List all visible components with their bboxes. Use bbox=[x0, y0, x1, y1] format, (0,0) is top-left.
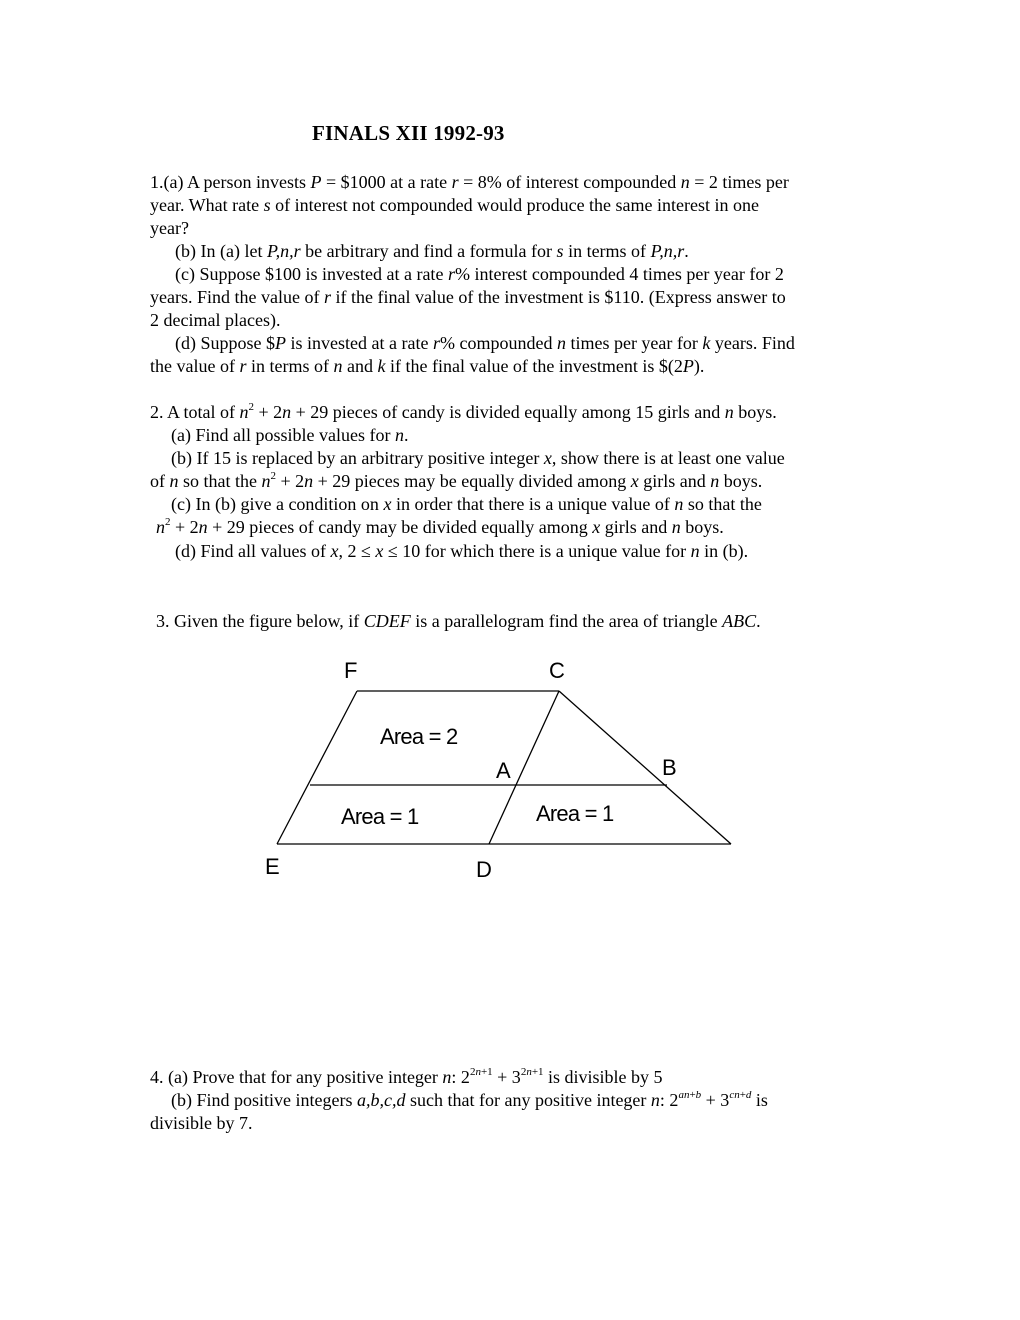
problem-1-line-3: year? bbox=[150, 218, 189, 238]
problem-1-line-1: 1.(a) A person invests P = $1000 at a rate r = 8% of interest compounded n = 2 times per bbox=[150, 172, 789, 192]
point-label-c: C bbox=[549, 658, 565, 683]
problem-1-part-d: (d) Suppose $P is invested at a rate r% compounded n times per year for k years. Find bbox=[175, 333, 795, 353]
problem-1-line-7: 2 decimal places). bbox=[150, 310, 281, 330]
problem-2-line-6: $n^2 + 2n + 29$ pieces of candy may be divided equally among x girls and n boys. bbox=[156, 516, 724, 537]
point-label-a: A bbox=[496, 758, 511, 783]
problem-4-part-a: 4. (a) Prove that for any positive integer n: $2^{2n+1} + 3^{2n+1}$ is divisible by 5 bbox=[150, 1066, 663, 1087]
problem-1-line-2: year. What rate s of interest not compounded would produce the same interest in one bbox=[150, 195, 759, 215]
problem-3-line-1: 3. Given the figure below, if CDEF is a parallelogram find the area of triangle ABC. bbox=[156, 611, 761, 631]
problem-4-line-3: divisible by 7. bbox=[150, 1113, 253, 1133]
point-label-b: B bbox=[662, 755, 677, 780]
problem-2-part-d: (d) Find all values of x, 2 ≤ x ≤ 10 for which there is a unique value for n in (b). bbox=[175, 541, 749, 561]
problem-1-line-6: years. Find the value of r if the final value of the investment is $110. (Express answer to bbox=[150, 287, 786, 307]
point-label-d: D bbox=[476, 857, 492, 882]
problem-2-part-c: (c) In (b) give a condition on x in order that there is a unique value of n so that the bbox=[171, 494, 762, 514]
area-label-top: Area = 2 bbox=[380, 724, 458, 749]
point-label-e: E bbox=[265, 854, 280, 879]
problem-4-part-b: (b) Find positive integers a,b,c,d such that for any positive integer n: $2^{an+b} + 3^{cn+d}$ is bbox=[171, 1089, 768, 1110]
problem-1-line-9: the value of r in terms of n and k if the final value of the investment is $(2P). bbox=[150, 356, 705, 376]
area-label-bottom-right: Area = 1 bbox=[536, 801, 614, 826]
problem-1-part-c: (c) Suppose $100 is invested at a rate r% interest compounded 4 times per year for 2 bbox=[175, 264, 784, 284]
problem-2-line-4: of n so that the $n^2 + 2n + 29$ pieces may be equally divided among x girls and n boys. bbox=[150, 470, 763, 491]
page-title: FINALS XII 1992-93 bbox=[312, 121, 505, 145]
problem-2-part-a: (a) Find all possible values for n. bbox=[171, 425, 409, 445]
point-label-f: F bbox=[344, 658, 358, 683]
problem-2-part-b: (b) If 15 is replaced by an arbitrary positive integer x, show there is at least one value bbox=[171, 448, 785, 468]
problem-1-part-b: (b) In (a) let P,n,r be arbitrary and find a formula for s in terms of P,n,r. bbox=[175, 241, 689, 261]
problem-2-line-1: 2. A total of $n^2 + 2n + 29$ pieces of candy is divided equally among 15 girls and n boys. bbox=[150, 401, 777, 422]
area-label-bottom-left: Area = 1 bbox=[341, 804, 419, 829]
parallelogram-figure bbox=[262, 652, 742, 892]
